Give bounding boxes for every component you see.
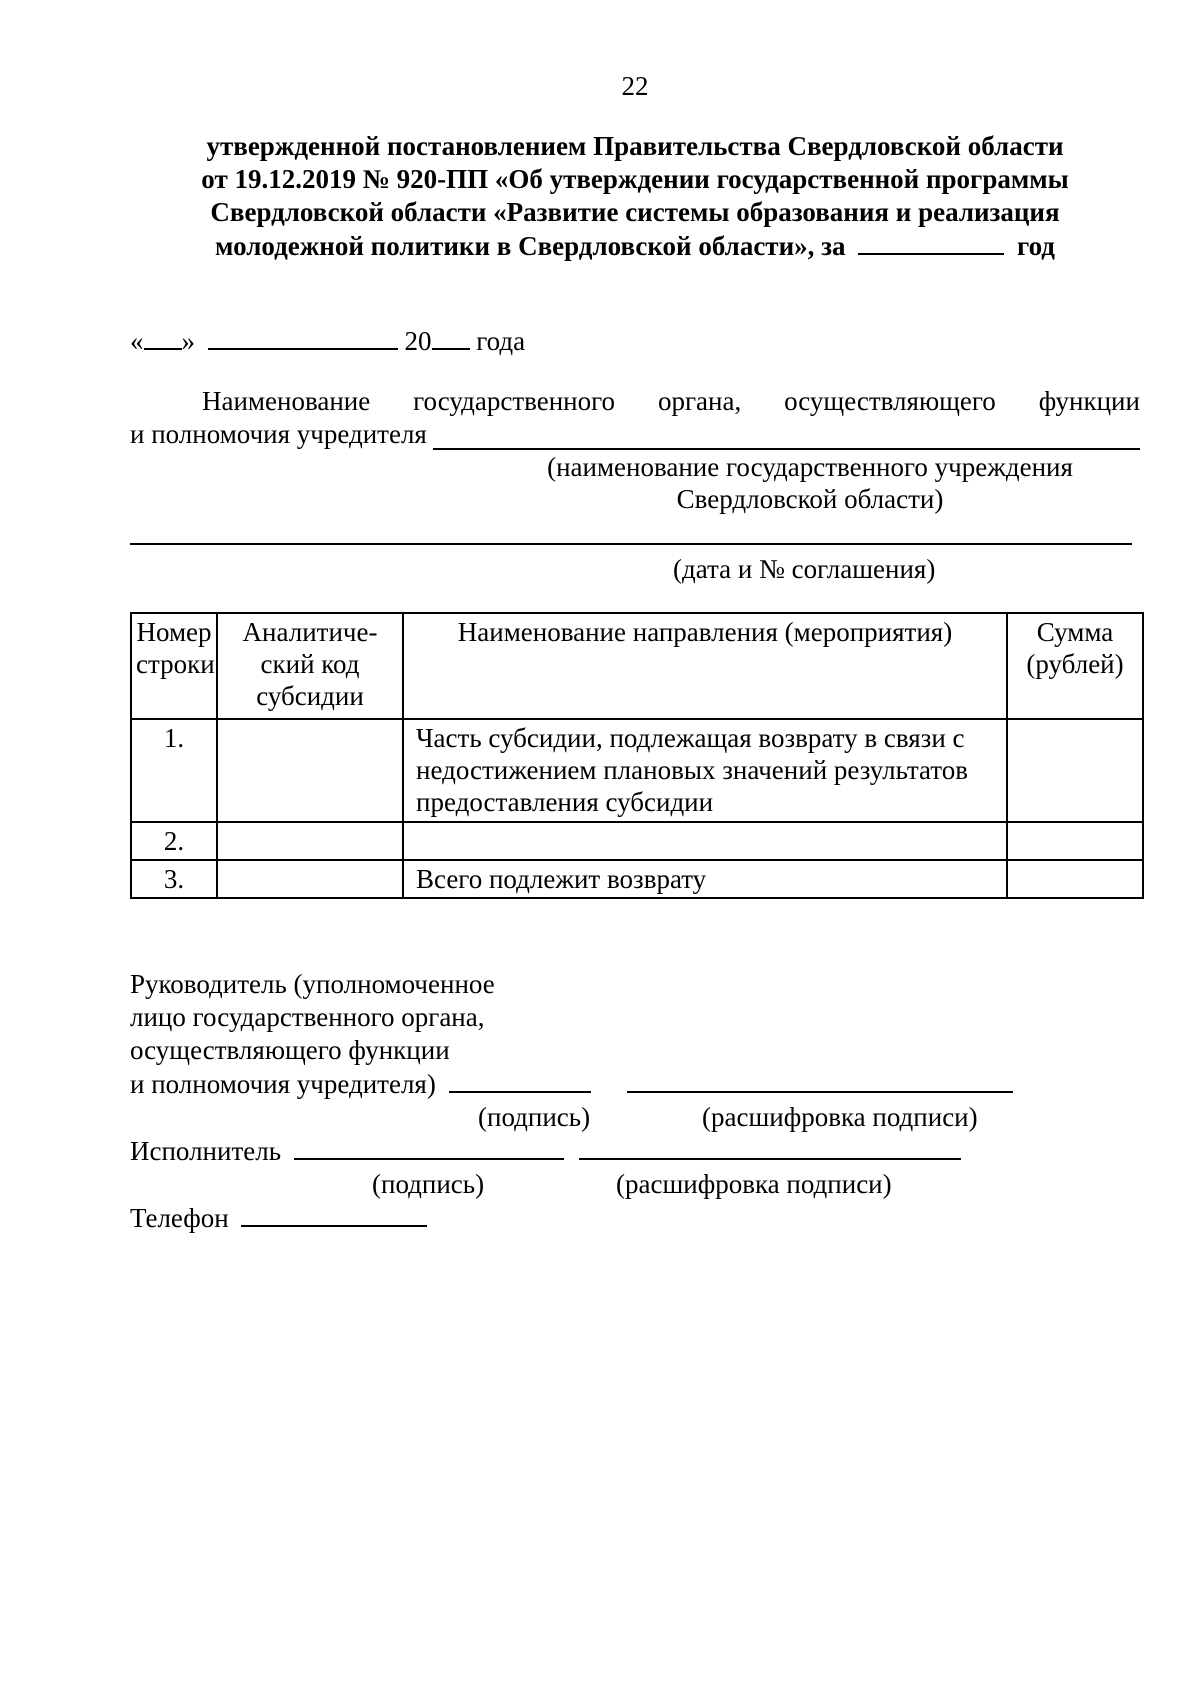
year-prefix: 20 xyxy=(404,326,432,356)
date-line xyxy=(130,324,525,357)
row-number: 1. xyxy=(131,719,217,822)
founder-line xyxy=(130,418,1140,450)
organization-word: функции xyxy=(1038,386,1140,416)
institution-caption-line: (наименование государственного учреждения xyxy=(547,452,1073,482)
head-caption-row xyxy=(130,1101,1013,1134)
month-blank[interactable] xyxy=(208,324,398,350)
signature-caption: (подпись) xyxy=(372,1169,485,1199)
table-row xyxy=(131,719,1143,822)
header-sum: Сумма (рублей) xyxy=(1007,613,1143,719)
row-name-cell[interactable] xyxy=(403,822,1007,860)
executor-signature-blank[interactable] xyxy=(294,1134,564,1160)
subsidy-return-table xyxy=(130,612,1144,899)
row-number: 3. xyxy=(131,860,217,898)
head-label-line: осуществляющего функции xyxy=(130,1035,450,1065)
organization-word: органа, xyxy=(657,386,742,416)
title-line: от 19.12.2019 № 920-ПП «Об утверждении государственной программы xyxy=(201,164,1069,194)
year-digits-blank[interactable] xyxy=(432,324,470,350)
table-row xyxy=(131,860,1143,898)
executor-label: Исполнитель xyxy=(130,1136,282,1166)
table-row xyxy=(131,822,1143,860)
head-signature-line xyxy=(130,1067,1013,1101)
executor-line xyxy=(130,1134,1013,1168)
row-sum-cell[interactable] xyxy=(1007,719,1143,822)
organization-word: государственного xyxy=(413,386,616,416)
organization-word: осуществляющего xyxy=(784,386,996,416)
founder-label: и полномочия учредителя xyxy=(130,419,427,449)
head-label-line: Руководитель (уполномоченное xyxy=(130,969,495,999)
head-signature-blank[interactable] xyxy=(449,1067,591,1093)
row-code-cell[interactable] xyxy=(217,860,403,898)
decode-caption: (расшифровка подписи) xyxy=(616,1169,892,1199)
phone-line xyxy=(130,1201,1013,1235)
year-suffix: года xyxy=(476,326,526,356)
year-blank[interactable] xyxy=(858,229,1004,255)
title-line-with-year-blank xyxy=(150,229,1120,263)
row-number: 2. xyxy=(131,822,217,860)
row-sum-cell[interactable] xyxy=(1007,860,1143,898)
organization-line xyxy=(130,385,1140,417)
title-line: Свердловской области «Развитие системы образования и реализация xyxy=(210,197,1060,227)
phone-blank[interactable] xyxy=(241,1201,427,1227)
page-number: 22 xyxy=(621,71,649,101)
row-sum-cell[interactable] xyxy=(1007,822,1143,860)
close-quote: » xyxy=(181,326,195,356)
table-header-row xyxy=(131,613,1143,719)
agreement-caption: (дата и № соглашения) xyxy=(673,554,936,584)
day-blank[interactable] xyxy=(144,324,182,350)
title-line: утвержденной постановлением Правительства Свердловской области xyxy=(206,131,1064,161)
phone-label: Телефон xyxy=(130,1203,229,1233)
title-line-prefix: молодежной политики в Свердловской области», за xyxy=(215,231,846,261)
header-direction-name: Наименование направления (мероприятия) xyxy=(403,613,1007,719)
row-code-cell[interactable] xyxy=(217,822,403,860)
executor-caption-row xyxy=(130,1168,1013,1201)
header-analytic-code: Аналитиче-ский код субсидии xyxy=(217,613,403,719)
header-line-number: Номер строки xyxy=(131,613,217,719)
decode-caption: (расшифровка подписи) xyxy=(702,1102,978,1132)
institution-caption xyxy=(430,451,1190,515)
document-title xyxy=(150,130,1120,263)
row-code-cell[interactable] xyxy=(217,719,403,822)
title-line-suffix: год xyxy=(1016,231,1055,261)
row-name: Часть субсидии, подлежащая возврату в связи с недостижением плановых значений результатов предоставления субсидии xyxy=(403,719,1007,822)
row-name: Всего подлежит возврату xyxy=(403,860,1007,898)
head-decode-blank[interactable] xyxy=(627,1067,1013,1093)
signature-block xyxy=(130,968,1013,1235)
open-quote: « xyxy=(130,326,144,356)
agreement-blank[interactable] xyxy=(130,543,1132,545)
founder-blank[interactable] xyxy=(433,422,1140,450)
executor-decode-blank[interactable] xyxy=(579,1134,961,1160)
organization-word: Наименование xyxy=(202,386,371,416)
head-label-line: и полномочия учредителя) xyxy=(130,1069,436,1099)
signature-caption: (подпись) xyxy=(478,1102,591,1132)
institution-caption-line: Свердловской области) xyxy=(676,484,944,514)
head-label-line: лицо государственного органа, xyxy=(130,1002,485,1032)
